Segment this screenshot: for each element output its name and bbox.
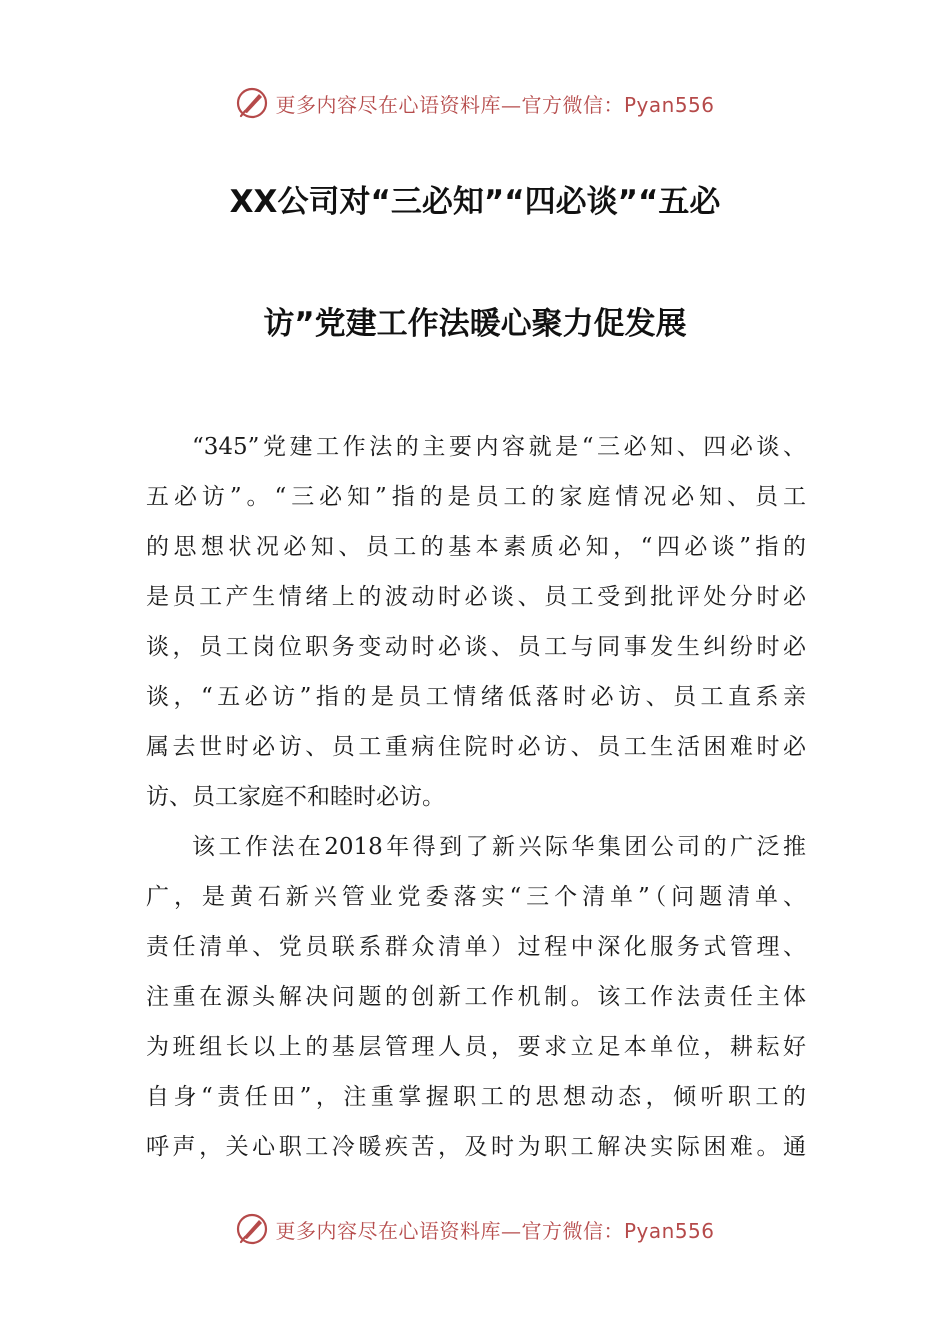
body-line: 广，是黄石新兴管业党委落实“三个清单”（问题清单、: [146, 884, 806, 910]
footer-watermark: [0, 1209, 950, 1249]
body-line: “345”党建工作法的主要内容就是“三必知、四必谈、: [192, 434, 806, 460]
body-line: 五必访”。“三必知”指的是员工的家庭情况必知、员工: [146, 484, 806, 510]
body-line: 谈，“五必访”指的是员工情绪低落时必访、员工直系亲: [146, 684, 806, 710]
body-line: 该工作法在2018年得到了新兴际华集团公司的广泛推: [192, 834, 806, 860]
body-line: 为班组长以上的基层管理人员，要求立足本单位，耕耘好: [146, 1034, 806, 1060]
watermark-handle: Pyan556: [623, 1218, 715, 1243]
body-line: 属去世时必访、员工重病住院时必访、员工生活困难时必: [146, 734, 806, 760]
body-line: 的思想状况必知、员工的基本素质必知，“四必谈”指的: [146, 534, 806, 560]
body-line: 注重在源头解决问题的创新工作机制。该工作法责任主体: [146, 984, 806, 1010]
body-line: 呼声，关心职工冷暖疾苦，及时为职工解决实际困难。通: [146, 1134, 806, 1160]
document-body: [146, 422, 806, 1172]
document-title-line-1: XX公司对“三必知”“四必谈”“五必: [229, 184, 721, 220]
quill-logo-icon: [235, 86, 269, 120]
header-watermark: [0, 83, 950, 123]
body-line: 是员工产生情绪上的波动时必谈、员工受到批评处分时必: [146, 584, 806, 610]
watermark-handle: Pyan556: [623, 92, 715, 117]
watermark-text: 更多内容尽在心语资料库—官方微信：Pyan556: [275, 92, 715, 117]
body-line: 责任清单、党员联系群众清单）过程中深化服务式管理、: [146, 934, 806, 960]
body-line: 自身“责任田”，注重掌握职工的思想动态，倾听职工的: [146, 1084, 806, 1110]
quill-logo-icon: [235, 1212, 269, 1246]
document-title-line-2: 访”党建工作法暖心聚力促发展: [263, 306, 687, 342]
body-line: 谈，员工岗位职务变动时必谈、员工与同事发生纠纷时必: [146, 634, 806, 660]
body-line: 访、员工家庭不和睦时必访。: [146, 784, 445, 810]
watermark-text: 更多内容尽在心语资料库—官方微信：Pyan556: [275, 1218, 715, 1243]
